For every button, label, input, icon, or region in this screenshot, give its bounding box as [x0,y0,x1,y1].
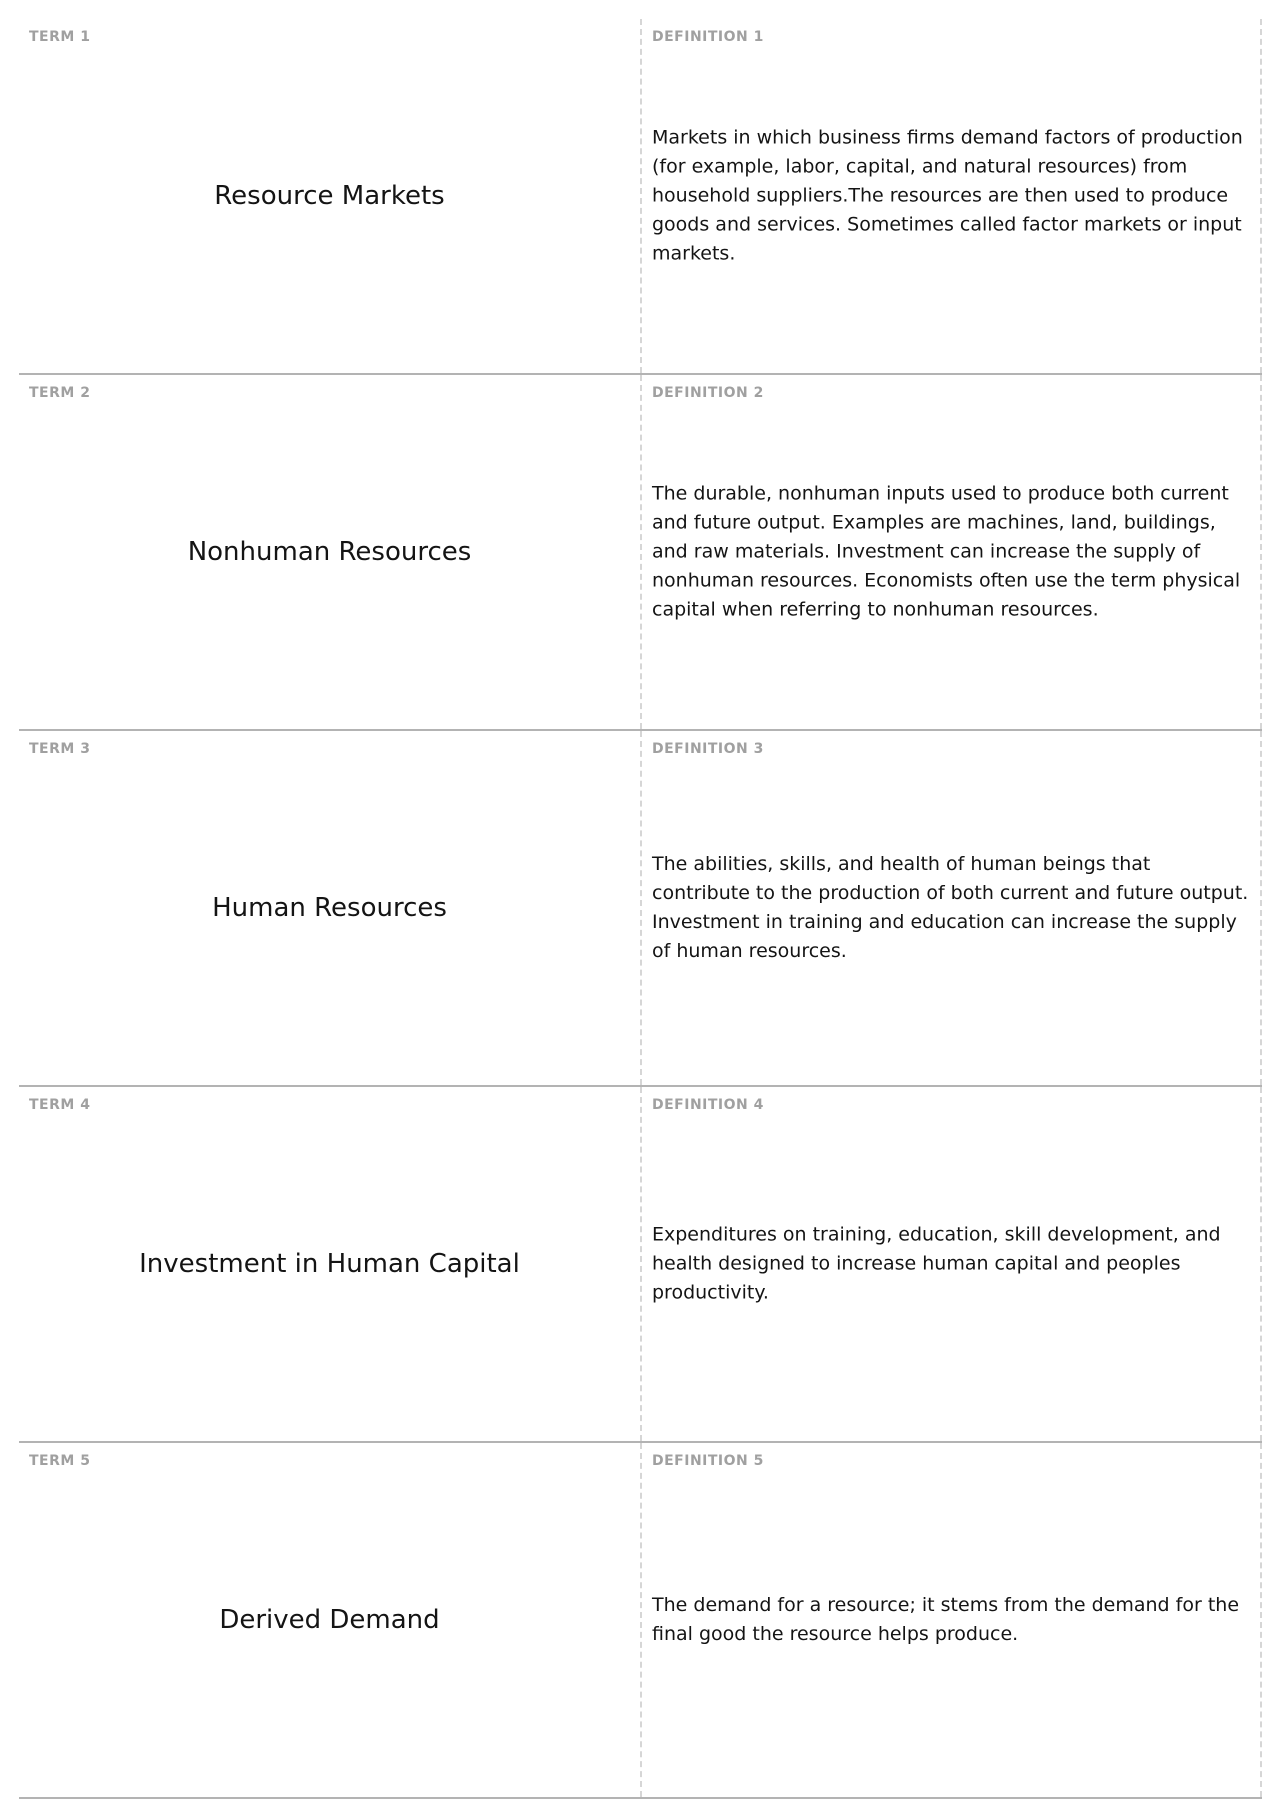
definition-label: DEFINITION 5 [652,1453,764,1469]
definition-text: The demand for a resource; it stems from the demand for the final good the resource helps produce. [652,1594,1240,1645]
flashcard-row-4 [19,1087,1262,1443]
term-text: Resource Markets [214,181,445,211]
flashcard-row-5 [19,1443,1262,1799]
term-label: TERM 2 [29,385,91,401]
term-cell [19,19,642,373]
term-text: Investment in Human Capital [139,1249,520,1279]
definition-label: DEFINITION 3 [652,741,764,757]
definition-text: The abilities, skills, and health of human beings that contribute to the production of both current and future output. Investment in training and education can increase the supply of human resources. [652,853,1249,962]
term-cell [19,1087,642,1441]
definition-cell [642,1443,1262,1797]
definition-text: Expenditures on training, education, skill development, and health designed to increase human capital and peoples productivity. [652,1223,1221,1304]
term-cell [19,731,642,1085]
term-cell [19,1443,642,1797]
flashcard-row-2 [19,375,1262,731]
term-text: Nonhuman Resources [187,537,472,567]
definition-cell [642,19,1262,373]
term-label: TERM 3 [29,741,91,757]
term-text: Derived Demand [219,1605,440,1635]
definition-label: DEFINITION 4 [652,1097,764,1113]
definition-text: The durable, nonhuman inputs used to produce both current and future output. Examples are machines, land, buildings, and raw materials. Investment can increase the supply of nonhuman resources. Economists often use the term physical capital when referring to nonhuman resources. [652,482,1241,621]
flashcard-row-1 [19,19,1262,375]
term-label: TERM 4 [29,1097,91,1113]
definition-label: DEFINITION 1 [652,29,764,45]
flashcard-row-3 [19,731,1262,1087]
definition-cell [642,375,1262,729]
term-cell [19,375,642,729]
term-label: TERM 1 [29,29,91,45]
flashcard-sheet [19,19,1262,1799]
definition-label: DEFINITION 2 [652,385,764,401]
term-text: Human Resources [212,893,447,923]
definition-text: Markets in which business firms demand factors of production (for example, labor, capital, and natural resources) from household suppliers.The resources are then used to produce goods and services. Sometimes called factor markets or input markets. [652,126,1243,265]
definition-cell [642,731,1262,1085]
definition-cell [642,1087,1262,1441]
term-label: TERM 5 [29,1453,91,1469]
